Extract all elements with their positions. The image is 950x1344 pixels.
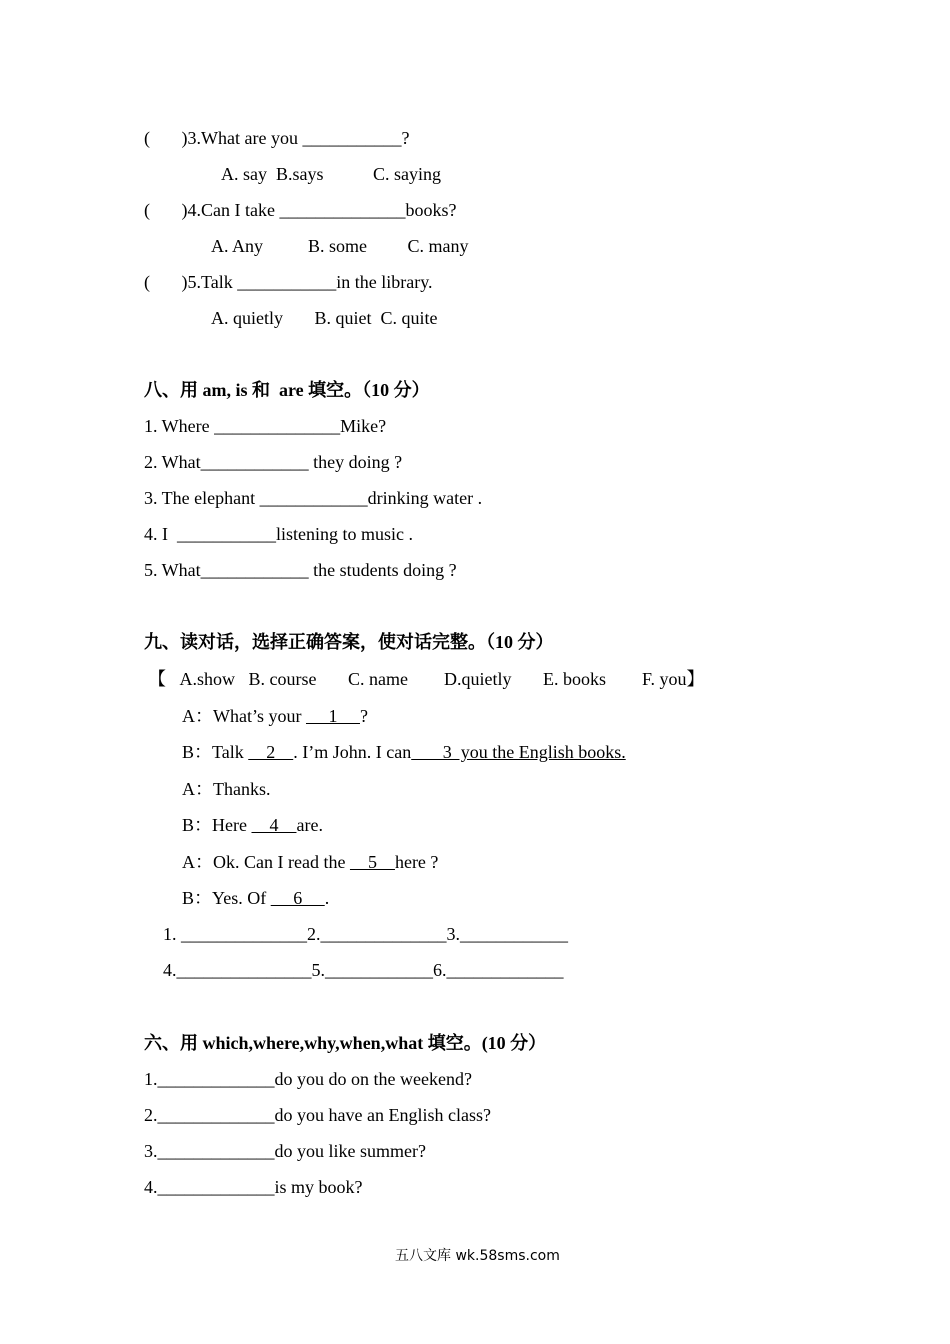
dialogue-text: . [324, 888, 330, 908]
section-8-item: 4. I ___________listening to music . [144, 524, 413, 544]
dialogue-line [182, 814, 323, 836]
section-8-item: 3. The elephant ____________drinking water . [144, 488, 483, 508]
section-8-item: 1. Where ______________Mike? [144, 416, 387, 436]
question-5-options: A. quietly B. quiet C. quite [211, 308, 438, 328]
dialogue-line [182, 851, 438, 873]
dialogue-text: B：Here [182, 815, 252, 835]
section-9-title: 九、读对话，选择正确答案，使对话完整。（10 分） [144, 632, 554, 652]
section-8-title: 八、用 am, is 和 are 填空。（10 分） [144, 380, 430, 400]
section-9-options: 【 A.show B. course C. name D.quietly E. books F. you】 [148, 669, 705, 689]
dialogue-text: B：Talk [182, 742, 249, 762]
dialogue-text: A：Thanks. [182, 779, 271, 799]
question-4-stem: ( )4.Can I take ______________books? [144, 200, 457, 220]
dialogue-line [182, 705, 368, 727]
dialogue-line [182, 778, 271, 800]
dialogue-line [182, 741, 626, 763]
answer-row: 1. ______________2.______________3.____________ [163, 924, 568, 944]
dialogue-blank: 2 [248, 742, 294, 762]
dialogue-text: ? [359, 706, 368, 726]
dialogue-line [182, 887, 329, 909]
dialogue-text: here ? [394, 852, 439, 872]
dialogue-text: B：Yes. Of [182, 888, 271, 908]
section-6-item: 4._____________is my book? [144, 1177, 363, 1197]
section-8-item: 2. What____________ they doing ? [144, 452, 403, 472]
question-3-stem: ( )3.What are you ___________? [144, 128, 410, 148]
answer-row: 4._______________5.____________6._____________ [163, 960, 564, 980]
dialogue-text: A：What’s your [182, 706, 306, 726]
dialogue-text: are. [296, 815, 323, 835]
section-6-item: 2._____________do you have an English class? [144, 1105, 491, 1125]
dialogue-blank: 3 you the English books. [411, 742, 626, 762]
question-3-options: A. say B.says C. saying [221, 164, 441, 184]
dialogue-text: A：Ok. Can I read the [182, 852, 350, 872]
section-6-title: 六、用 which,where,why,when,what 填空。(10 分） [144, 1033, 547, 1053]
dialogue-blank: 4 [251, 815, 297, 835]
question-4-options: A. Any B. some C. many [211, 236, 469, 256]
dialogue-blank: 5 [349, 852, 395, 872]
dialogue-text: . I’m John. I can [293, 742, 412, 762]
dialogue-blank: 1 [305, 706, 360, 726]
footer-watermark: 五八文库 wk.58sms.com [395, 1248, 560, 1264]
section-6-item: 3._____________do you like summer? [144, 1141, 426, 1161]
question-5-stem: ( )5.Talk ___________in the library. [144, 272, 433, 292]
dialogue-blank: 6 [270, 888, 325, 908]
section-8-item: 5. What____________ the students doing ? [144, 560, 457, 580]
section-6-item: 1._____________do you do on the weekend? [144, 1069, 472, 1089]
